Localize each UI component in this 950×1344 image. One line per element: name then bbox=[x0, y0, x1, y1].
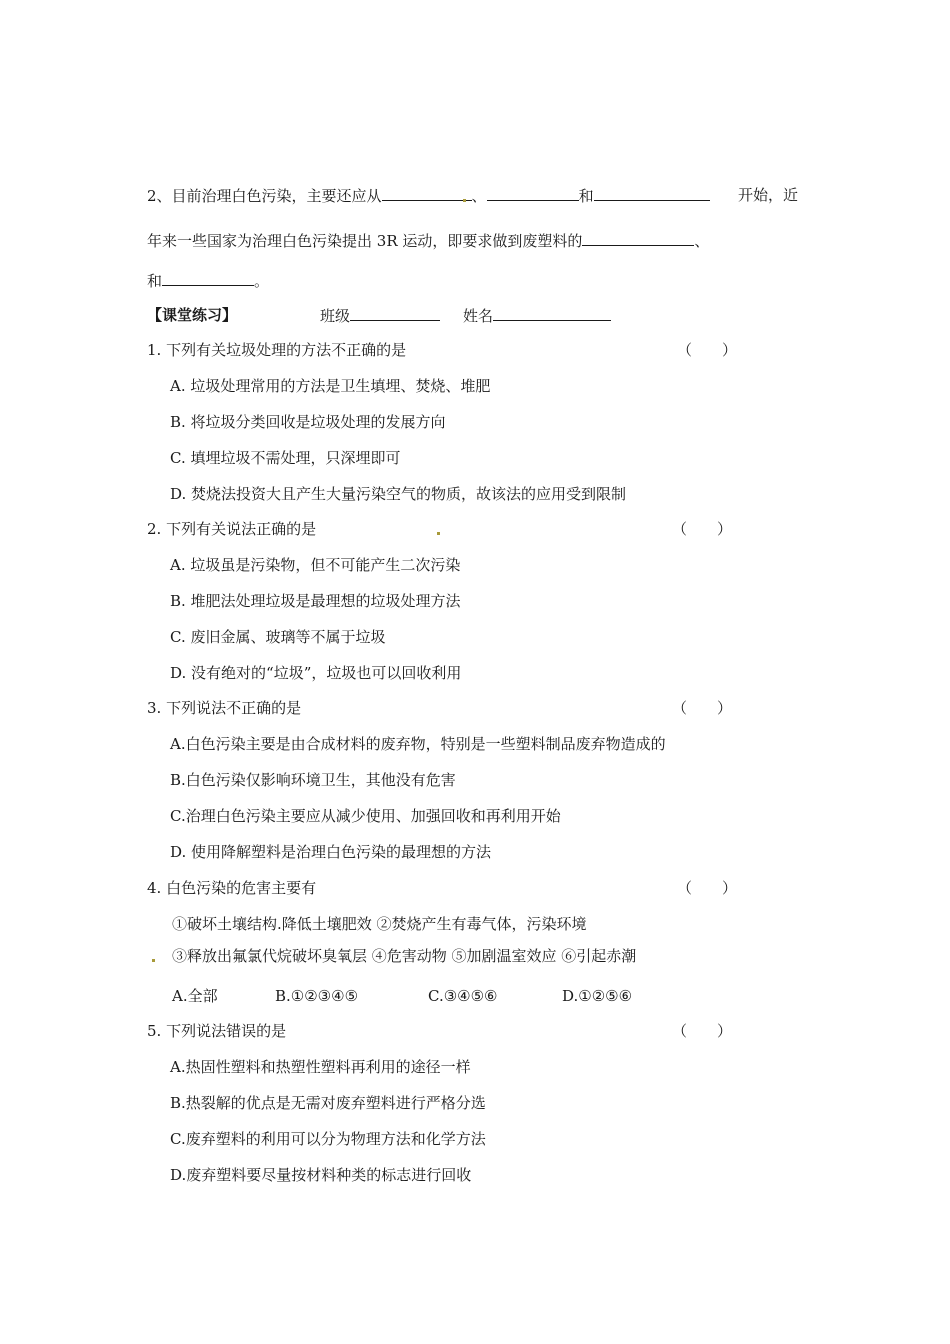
option: C. 填埋垃圾不需处理，只深埋即可 bbox=[170, 449, 401, 467]
intro-text: 2、目前治理白色污染，主要还应从 bbox=[147, 187, 382, 205]
blank-2[interactable] bbox=[487, 185, 579, 201]
choice: B.①②③④⑤ bbox=[275, 987, 359, 1005]
option: C.治理白色污染主要应从减少使用、加强回收和再利用开始 bbox=[170, 807, 561, 825]
question-stem: 1. 下列有关垃圾处理的方法不正确的是 bbox=[147, 341, 407, 359]
artifact-dot bbox=[437, 532, 440, 535]
name-input[interactable] bbox=[493, 305, 611, 321]
intro-line-2 bbox=[147, 230, 709, 251]
intro-line-1-end: 开始，近 bbox=[738, 186, 799, 204]
option: C. 废旧金属、玻璃等不属于垃圾 bbox=[170, 628, 386, 646]
name-field bbox=[463, 305, 611, 326]
option: D. 使用降解塑料是治理白色污染的最理想的方法 bbox=[170, 843, 492, 861]
question-stem: 4. 白色污染的危害主要有 bbox=[147, 879, 317, 897]
answer-paren[interactable]: （ ） bbox=[672, 1022, 733, 1040]
option: C.废弃塑料的利用可以分为物理方法和化学方法 bbox=[170, 1130, 486, 1148]
name-label: 姓名 bbox=[463, 307, 494, 325]
choice: C.③④⑤⑥ bbox=[428, 987, 498, 1005]
option: D. 焚烧法投资大且产生大量污染空气的物质，故该法的应用受到限制 bbox=[170, 485, 627, 503]
intro-sep: 、 bbox=[694, 232, 710, 250]
artifact-dot bbox=[152, 959, 155, 962]
intro-line-1 bbox=[147, 185, 710, 206]
option: A. 垃圾虽是污染物，但不可能产生二次污染 bbox=[170, 556, 461, 574]
answer-paren[interactable]: （ ） bbox=[677, 879, 738, 897]
option: A.热固性塑料和热塑性塑料再利用的途径一样 bbox=[170, 1058, 471, 1076]
option: B. 堆肥法处理垃圾是最理想的垃圾处理方法 bbox=[170, 592, 461, 610]
section-title: 【课堂练习】 bbox=[147, 306, 238, 324]
class-field bbox=[320, 305, 440, 326]
question-stem: 5. 下列说法错误的是 bbox=[147, 1022, 287, 1040]
intro-text: 和 bbox=[147, 272, 163, 290]
list-item: ③释放出氟氯代烷破坏臭氧层 ④危害动物 ⑤加剧温室效应 ⑥引起赤潮 bbox=[172, 947, 637, 965]
answer-paren[interactable]: （ ） bbox=[672, 520, 733, 538]
intro-sep: 和 bbox=[578, 187, 594, 205]
option: A. 垃圾处理常用的方法是卫生填埋、焚烧、堆肥 bbox=[170, 377, 491, 395]
blank-4[interactable] bbox=[582, 230, 694, 246]
intro-line-3 bbox=[147, 270, 269, 291]
class-input[interactable] bbox=[350, 305, 440, 321]
intro-text: 年来一些国家为治理白色污染提出 3R 运动，即要求做到废塑料的 bbox=[147, 232, 583, 250]
class-label: 班级 bbox=[320, 307, 351, 325]
question-stem: 2. 下列有关说法正确的是 bbox=[147, 520, 317, 538]
option: A.白色污染主要是由合成材料的废弃物，特别是一些塑料制品废弃物造成的 bbox=[170, 735, 666, 753]
option: D. 没有绝对的“垃圾”，垃圾也可以回收利用 bbox=[170, 664, 462, 682]
list-item: ①破坏土壤结构.降低土壤肥效 ②焚烧产生有毒气体，污染环境 bbox=[172, 915, 587, 933]
option: B.热裂解的优点是无需对废弃塑料进行严格分选 bbox=[170, 1094, 486, 1112]
choice: D.①②⑤⑥ bbox=[562, 987, 633, 1005]
intro-sep: 。 bbox=[254, 272, 270, 290]
choice: A.全部 bbox=[172, 987, 218, 1005]
answer-paren[interactable]: （ ） bbox=[672, 699, 733, 717]
answer-paren[interactable]: （ ） bbox=[677, 341, 738, 359]
option: B.白色污染仅影响环境卫生，其他没有危害 bbox=[170, 771, 456, 789]
question-stem: 3. 下列说法不正确的是 bbox=[147, 699, 302, 717]
blank-5[interactable] bbox=[162, 270, 254, 286]
blank-1[interactable] bbox=[382, 185, 472, 201]
artifact-dot bbox=[463, 199, 466, 202]
option: B. 将垃圾分类回收是垃圾处理的发展方向 bbox=[170, 413, 446, 431]
blank-3[interactable] bbox=[594, 185, 710, 201]
option: D.废弃塑料要尽量按材料种类的标志进行回收 bbox=[170, 1166, 472, 1184]
intro-sep: 、 bbox=[471, 187, 487, 205]
